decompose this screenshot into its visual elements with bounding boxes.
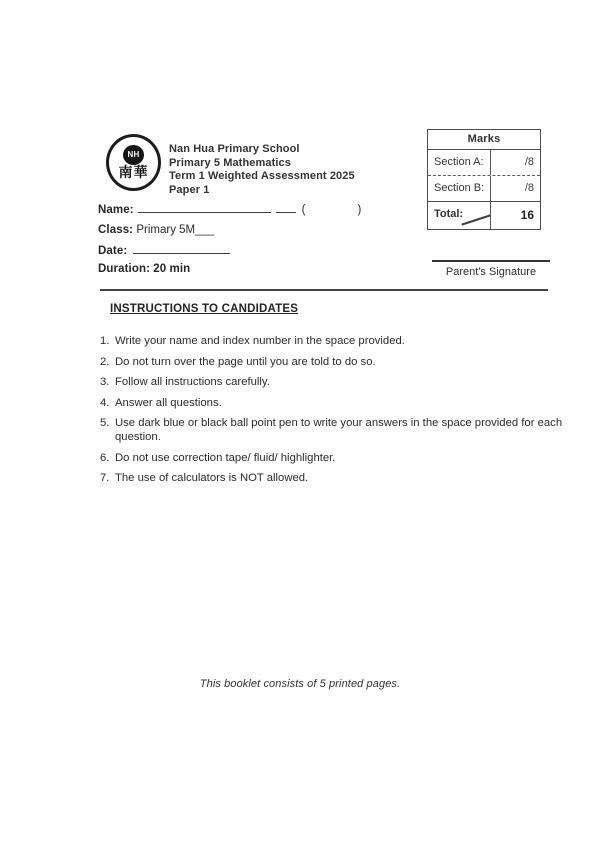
- assessment-title: Term 1 Weighted Assessment 2025: [169, 170, 355, 182]
- marks-row-section-a: [428, 150, 540, 176]
- instructions-list: [100, 334, 570, 485]
- logo-initials: NH: [123, 145, 144, 165]
- parent-signature-block: [432, 260, 550, 278]
- section-a-score: /8: [524, 156, 534, 168]
- subject-title: Primary 5 Mathematics: [169, 156, 291, 169]
- section-b-score: /8: [524, 182, 534, 194]
- school-logo-icon: [106, 134, 161, 191]
- instruction-item: Follow all instructions carefully.: [115, 376, 270, 388]
- school-header: [169, 143, 355, 197]
- instruction-item: The use of calculators is NOT allowed.: [115, 472, 309, 484]
- instruction-item: Use dark blue or black ball point pen to write your answers in the space provided for each question.: [115, 417, 563, 443]
- school-name: Nan Hua Primary School: [169, 143, 300, 155]
- name-field: [98, 203, 361, 216]
- date-label: Date:: [98, 245, 128, 257]
- instruction-item: Do not use correction tape/ fluid/ highlighter.: [115, 451, 336, 464]
- logo-chinese-name: 南華: [118, 164, 149, 181]
- duration-value: 20 min: [153, 263, 191, 275]
- section-a-label: Section A:: [434, 156, 484, 168]
- signature-line: [432, 260, 550, 262]
- name-blank-line-short: [276, 203, 296, 213]
- class-label: Class:: [98, 224, 134, 236]
- marks-table-title: Marks: [428, 130, 540, 150]
- class-field: [98, 224, 214, 236]
- booklet-page-note: This booklet consists of 5 printed pages.: [199, 678, 401, 690]
- date-field: [98, 244, 230, 257]
- marks-row-section-b: [428, 176, 540, 202]
- section-b-label: Section B:: [434, 182, 485, 194]
- instructions-title: INSTRUCTIONS TO CANDIDATES: [110, 303, 299, 315]
- date-blank-line: [133, 244, 230, 254]
- instructions-section: [100, 303, 570, 492]
- signature-label: Parent's Signature: [445, 266, 537, 278]
- marks-table: [427, 129, 541, 230]
- class-value: Primary 5M___: [136, 224, 215, 236]
- instruction-item: Write your name and index number in the space provided.: [115, 335, 405, 347]
- total-label: Total:: [434, 208, 464, 220]
- instruction-item: Do not turn over the page until you are told to do so.: [115, 355, 376, 368]
- name-blank-line: [138, 203, 271, 213]
- duration-label: Duration:: [98, 263, 151, 275]
- index-bracket-close: ): [357, 204, 362, 216]
- section-divider: [100, 289, 548, 291]
- paper-number: Paper 1: [169, 183, 210, 196]
- name-label: Name:: [98, 204, 134, 216]
- total-score: 16: [520, 208, 534, 222]
- index-bracket-open: (: [301, 204, 306, 216]
- duration-field: [98, 263, 190, 275]
- instruction-item: Answer all questions.: [115, 396, 222, 409]
